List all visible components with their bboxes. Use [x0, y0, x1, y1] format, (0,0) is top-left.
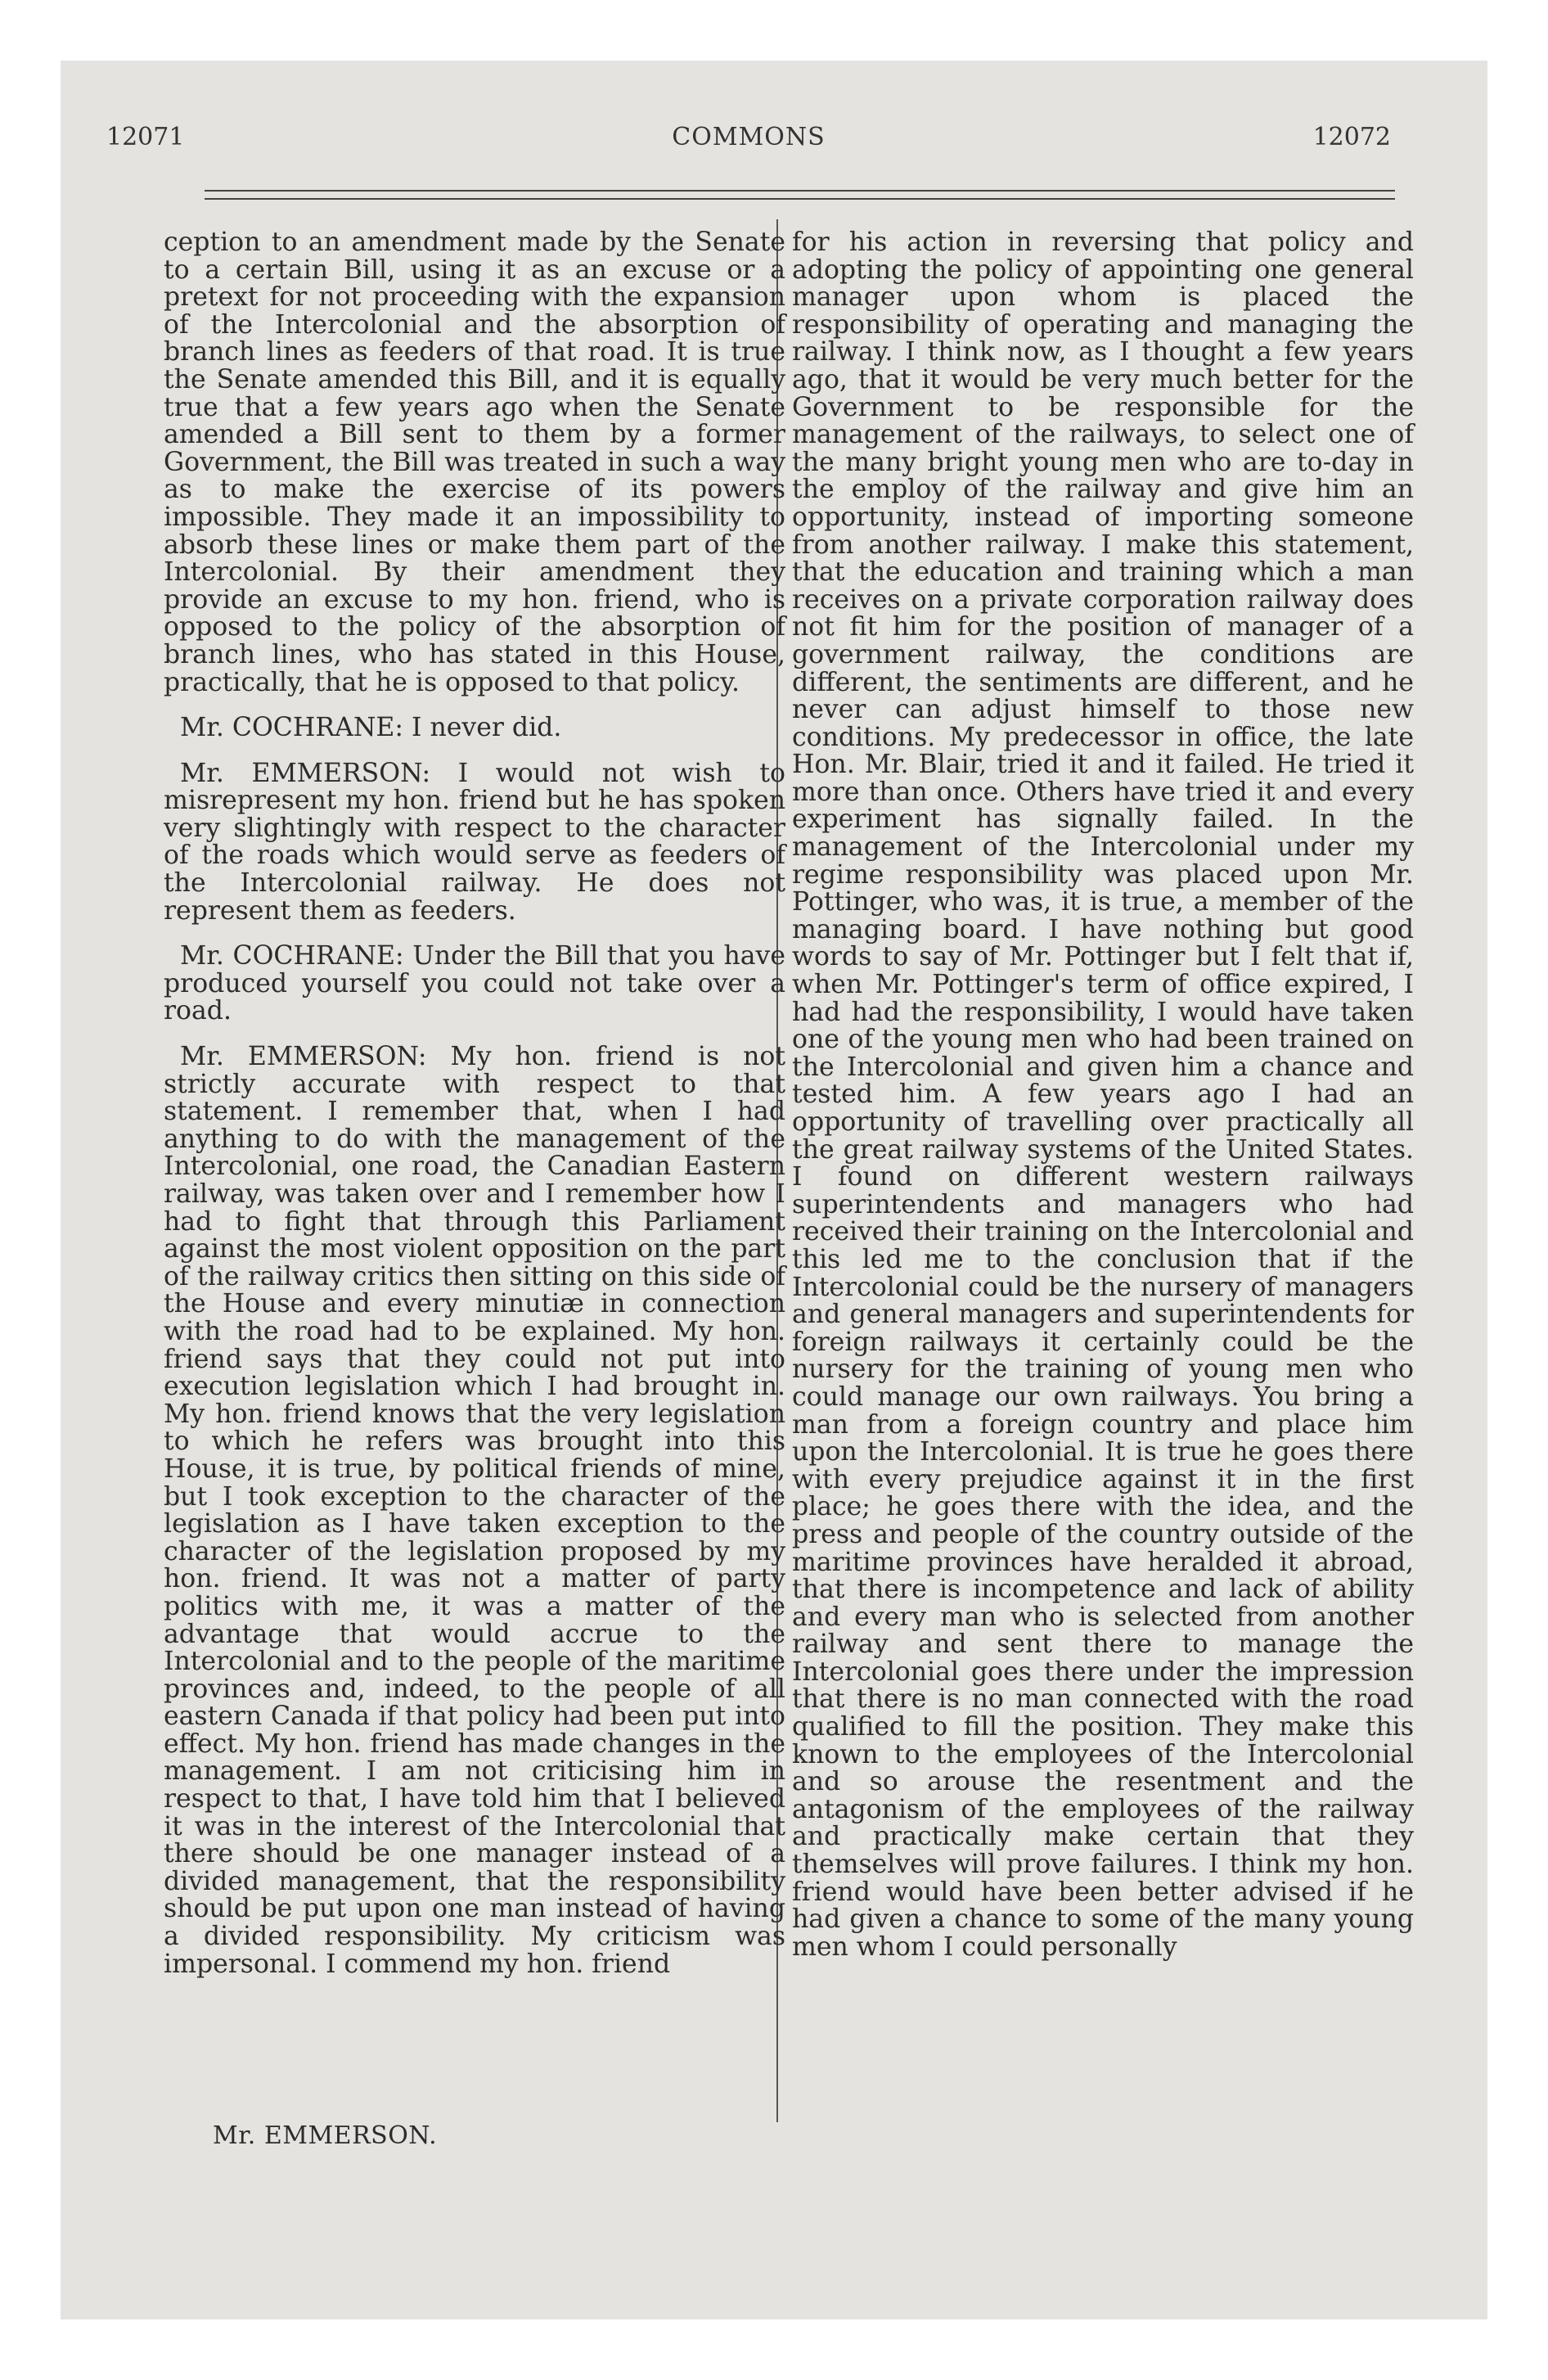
header-rule-bottom	[205, 198, 1395, 200]
page-header	[106, 123, 1391, 164]
header-title: COMMONS	[672, 123, 826, 151]
header-rule-top	[205, 190, 1395, 192]
left-paragraph: Mr. EMMERSON: I would not wish to misrepresent my hon. friend but he has spoken very slightingly with respect to the character of the roads which would serve as feeders of the Intercolonial railway. He does not represent them as feeders.	[164, 758, 785, 926]
left-page-number: 12071	[106, 123, 185, 151]
left-paragraph: Mr. COCHRANE: I never did.	[180, 713, 562, 743]
speaker-footer: Mr. EMMERSON.	[213, 2121, 438, 2150]
left-paragraph: Mr. EMMERSON: My hon. friend is not strictly accurate with respect to that statement. I remember that, when I had anything to do with the management of the Intercolonial, one road, the Canadian Eastern railway, was taken over and I remember how I had to fight that through this Parliament against the most violent opposition on the part of the railway critics then sitting on this side of the House and every minutiæ in connection with the road had to be explained. My hon. friend says that they could not put into execution legislation which I had brought in. My hon. friend knows that the very legislation to which he refers was brought into this House, it is true, by political friends of mine, but I took exception to the character of the legislation as I have taken exception to the character of the legislation proposed by my hon. friend. It was not a matter of party politics with me, it was a matter of the advantage that would accrue to the Intercolonial and to the people of the maritime provinces and, indeed, to the people of all eastern Canada if that policy had been put into effect. My hon. friend has made changes in the management. I am not criticising him in respect to that, I have told him that I believed it was in the interest of the Intercolonial that there should be one manager instead of a divided management, that the responsibility should be put upon one man instead of having a divided responsibility. My criticism was impersonal. I commend my hon. friend	[164, 1042, 785, 1979]
right-page-number: 12072	[1312, 123, 1391, 151]
left-paragraph: ception to an amendment made by the Senate to a certain Bill, using it as an excuse or a pretext for not proceeding with the expansion of the Intercolonial and the absorption of branch lines as feeders of that road. It is true the Senate amended this Bill, and it is equally true that a few years ago when the Senate amended a Bill sent to them by a former Government, the Bill was treated in such a way as to make the exercise of its powers impossible. They made it an impossibility to absorb these lines or make them part of the Intercolonial. By their amendment they provide an excuse to my hon. friend, who is opposed to the policy of the absorption of branch lines, who has stated in this House, practically, that he is opposed to that policy.	[164, 228, 785, 697]
left-paragraph: Mr. COCHRANE: Under the Bill that you have produced yourself you could not take over a road.	[164, 941, 785, 1026]
right-column	[792, 229, 1414, 1979]
left-column	[164, 229, 785, 1996]
right-paragraph: for his action in reversing that policy and adopting the policy of appointing one general manager upon whom is placed the responsibility of operating and managing the railway. I think now, as I thought a few years ago, that it would be very much better for the Government to be responsible for the management of the railways, to select one of the many bright young men who are to-day in the employ of the railway and give him an opportunity, instead of importing someone from another railway. I make this statement, that the education and training which a man receives on a private corporation railway does not fit him for the position of manager of a government railway, the conditions are different, the sentiments are different, and he never can adjust himself to those new conditions. My predecessor in office, the late Hon. Mr. Blair, tried it and it failed. He tried it more than once. Others have tried it and every experiment has signally failed. In the management of the Intercolonial under my regime responsibility was placed upon Mr. Pottinger, who was, it is true, a member of the managing board. I have nothing but good words to say of Mr. Pottinger but I felt that if, when Mr. Pottinger's term of office expired, I had had the responsibility, I would have taken one of the young men who had been trained on the Intercolonial and given him a chance and tested him. A few years ago I had an opportunity of travelling over practically all the great railway systems of the United States. I found on different western railways superintendents and managers who had received their training on the Intercolonial and this led me to the conclusion that if the Intercolonial could be the nursery of managers and general managers and superintendents for foreign railways it certainly could be the nursery for the training of young men who could manage our own railways. You bring a man from a foreign country and place him upon the Intercolonial. It is true he goes there with every prejudice against it in the first place; he goes there with the idea, and the press and people of the country outside of the maritime provinces have heralded it abroad, that there is incompetence and lack of ability and every man who is selected from another railway and sent there to manage the Intercolonial goes there under the impression that there is no man connected with the road qualified to fill the position. They make this known to the employees of the Intercolonial and so arouse the resentment and the antagonism of the employees of the railway and practically make certain that they themselves will prove failures. I think my hon. friend would have been better advised if he had given a chance to some of the many young men whom I could personally	[792, 228, 1414, 1962]
